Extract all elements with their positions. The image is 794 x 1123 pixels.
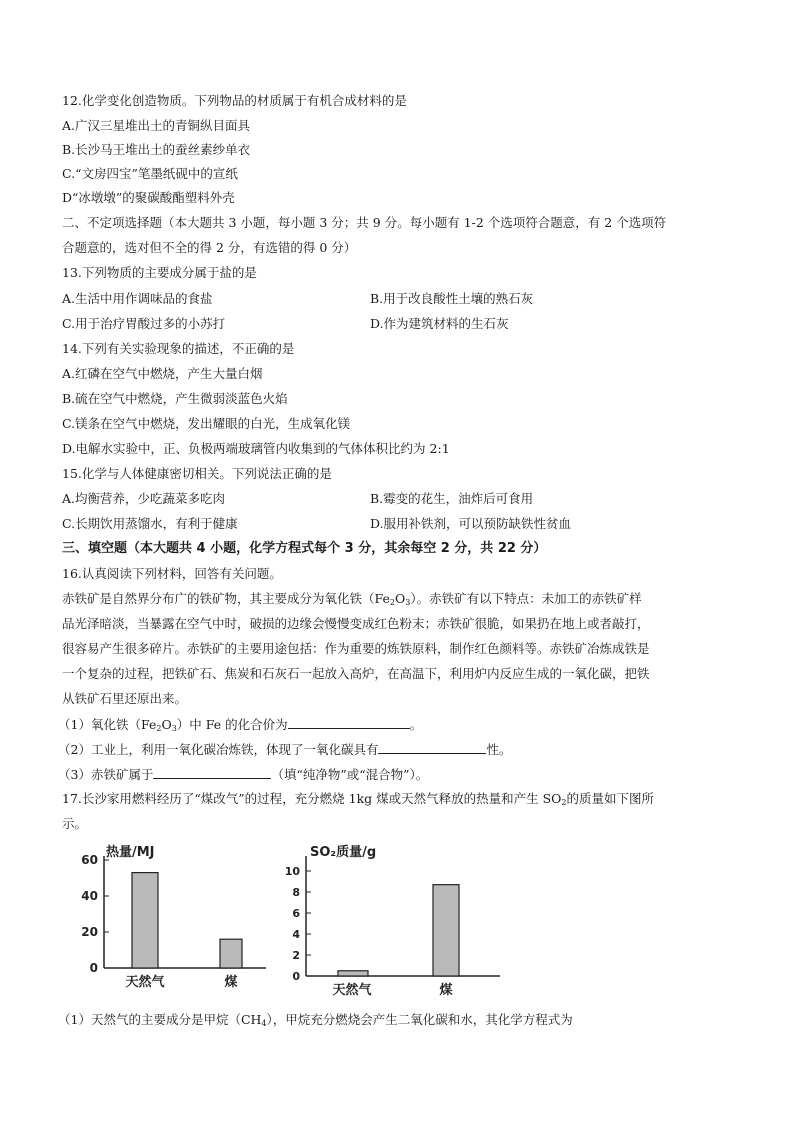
- chart-so2-bar-natural-gas: [338, 971, 368, 976]
- chart-so2-ytick: 6: [292, 907, 300, 920]
- chart-so2-xlabel-natural-gas: 天然气: [332, 983, 372, 998]
- q13-option-d: D.作为建筑材料的生石灰: [370, 316, 509, 331]
- section2-header-line2: 合题意的，选对但不全的得 2 分，有选错的得 0 分）: [62, 240, 357, 255]
- chart-heat-xlabel-natural-gas: 天然气: [125, 975, 165, 990]
- q16-answer-blank-1[interactable]: [288, 716, 410, 729]
- chart-heat-ytick: 60: [81, 853, 98, 867]
- section3-header: 三、填空题（本大题共 4 小题，化学方程式每个 3 分，其余每空 2 分，共 22 分）: [62, 541, 547, 556]
- q16-sub2: （2）工业上，利用一氧化碳冶炼铁，体现了一氧化碳具有 性。: [58, 742, 512, 757]
- q17-stem-line1: 17.长沙家用燃料经历了“煤改气”的过程，充分燃烧 1kg 煤或天然气释放的热量和产生 $SO_2$的质量如下图所: [62, 791, 655, 807]
- q15-stem: 15.化学与人体健康密切相关。下列说法正确的是: [62, 466, 332, 481]
- chart-heat-bar-coal: [220, 939, 242, 968]
- q12-option-a: A.广汉三星堆出土的青铜纵目面具: [62, 118, 251, 133]
- chart-so2-ytick: 10: [284, 865, 300, 878]
- q14-stem: 14.下列有关实验现象的描述，不正确的是: [62, 341, 295, 356]
- q12-stem: 12.化学变化创造物质。下列物品的材质属于有机合成材料的是: [62, 93, 407, 108]
- chart-so2-ytick: 2: [292, 949, 300, 962]
- q16-paragraph-line5: 从铁矿石里还原出来。: [62, 691, 188, 706]
- q13-option-c: C.用于治疗胃酸过多的小苏打: [62, 316, 226, 331]
- q14-option-b: B.硫在空气中燃烧，产生微弱淡蓝色火焰: [62, 391, 288, 406]
- q13-option-a: A.生活中用作调味品的食盐: [62, 291, 213, 306]
- chart-heat: [66, 842, 276, 1002]
- chart-so2-ytick: 0: [292, 970, 300, 983]
- chart-heat-bar-natural-gas: [132, 873, 158, 968]
- q12-option-b: B.长沙马王堆出土的蚕丝素纱单衣: [62, 142, 251, 157]
- chart-heat-ytick: 40: [81, 889, 98, 903]
- q16-paragraph-line2: 品光泽暗淡，当暴露在空气中时，破损的边缘会慢慢变成红色粉末；赤铁矿很脆，如果扔在地上或者敲打，: [62, 616, 650, 631]
- q17-sub1: （1）天然气的主要成分是甲烷$(CH_4)$，甲烷充分燃烧会产生二氧化碳和水，其化学方程式为: [58, 1012, 573, 1028]
- q16-sub1: （1）氧化铁$(Fe_2O_3)$中 Fe 的化合价为 。: [58, 717, 423, 733]
- chart-so2-xlabel-coal: 煤: [439, 983, 453, 998]
- q16-paragraph-line1: 赤铁矿是自然界分布广的铁矿物，其主要成分为氧化铁$(Fe_2O_3)$。赤铁矿有以下特点：未加工的赤铁矿样: [62, 591, 642, 607]
- q14-option-a: A.红磷在空气中燃烧，产生大量白烟: [62, 366, 263, 381]
- chart-so2-ytick: 8: [292, 886, 300, 899]
- q15-option-b: B.霉变的花生，油炸后可食用: [370, 491, 534, 506]
- chart-heat-ytick: 20: [81, 925, 98, 939]
- chart-heat-ytick: 0: [89, 961, 98, 975]
- q15-option-c: C.长期饮用蒸馏水，有利于健康: [62, 516, 238, 531]
- q16-paragraph-line3: 很容易产生很多碎片。赤铁矿的主要用途包括：作为重要的炼铁原料，制作红色颜料等。赤铁矿冶炼成铁是: [62, 641, 650, 656]
- chart-heat-ylabel: 热量/MJ: [106, 845, 155, 860]
- chart-so2: [280, 842, 510, 1002]
- q17-stem-line2: 示。: [62, 816, 88, 831]
- chart-so2-ytick: 4: [292, 928, 300, 941]
- q15-option-d: D.服用补铁剂，可以预防缺铁性贫血: [370, 516, 572, 531]
- q16-stem: 16.认真阅读下列材料，回答有关问题。: [62, 566, 282, 581]
- chart-so2-bar-coal: [433, 885, 459, 976]
- q14-option-c: C.镁条在空气中燃烧，发出耀眼的白光，生成氧化镁: [62, 416, 351, 431]
- section2-header-line1: 二、不定项选择题（本大题共 3 小题，每小题 3 分；共 9 分。每小题有 1-2 个选项符合题意，有 2 个选项符: [62, 215, 667, 230]
- q13-option-b: B.用于改良酸性土壤的熟石灰: [370, 291, 534, 306]
- q14-option-d: D.电解水实验中，正、负极两端玻璃管内收集到的气体体积比约为 2:1: [62, 441, 450, 456]
- chart-heat-xlabel-coal: 煤: [224, 975, 238, 990]
- q16-answer-blank-3[interactable]: [153, 766, 271, 779]
- q12-option-c: C.“文房四宝”笔墨纸砚中的宣纸: [62, 166, 238, 181]
- q16-sub3: （3）赤铁矿属于 （填“纯净物”或“混合物”）。: [58, 767, 429, 782]
- chart-so2-ylabel: SO₂质量/g: [310, 845, 377, 860]
- q16-paragraph-line4: 一个复杂的过程，把铁矿石、焦炭和石灰石一起放入高炉，在高温下，利用炉内反应生成的一氧化碳，把铁: [62, 666, 650, 681]
- q15-option-a: A.均衡营养，少吃蔬菜多吃肉: [62, 491, 226, 506]
- q12-option-d: D“冰墩墩”的聚碳酸酯塑料外壳: [62, 190, 235, 205]
- q13-stem: 13.下列物质的主要成分属于盐的是: [62, 265, 257, 280]
- q16-answer-blank-2[interactable]: [378, 741, 486, 754]
